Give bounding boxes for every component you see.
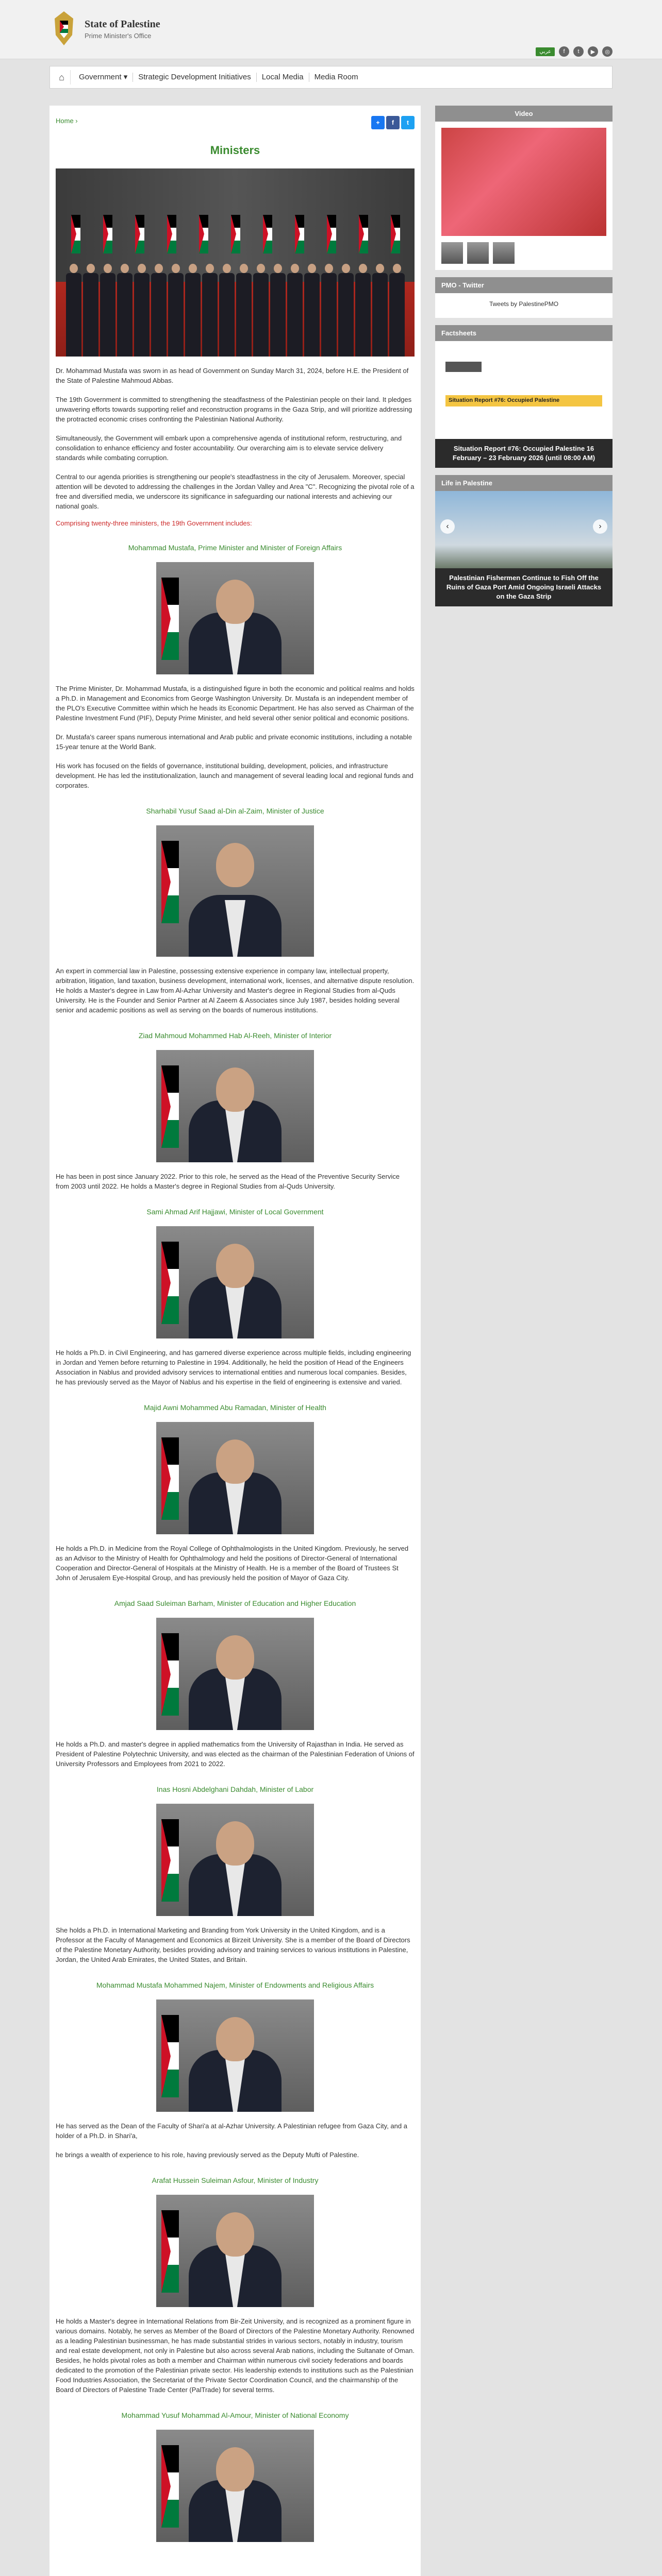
group-photo-person — [287, 264, 303, 357]
sidebar — [435, 106, 613, 614]
minister-name: Majid Awni Mohammed Abu Ramadan, Minister of Health — [144, 1403, 326, 1412]
palestine-flag-icon — [161, 1242, 179, 1324]
group-photo-person — [338, 264, 354, 357]
nav-item-strategic-development[interactable]: Strategic Development Initiatives — [133, 73, 256, 82]
minister-bio-paragraph: he brings a wealth of experience to his role, having previously served as the Deputy Mufti of Palestine. — [56, 2151, 359, 2159]
share-plus-icon[interactable]: + — [371, 116, 385, 129]
palestine-flag-icon — [161, 841, 179, 923]
factsheets-widget — [435, 325, 613, 468]
minister-portrait — [156, 1050, 314, 1162]
palestine-flag-icon — [161, 2210, 179, 2293]
life-slide-caption[interactable]: Palestinian Fishermen Continue to Fish Off the Ruins of Gaza Port Amid Ongoing Israeli Attacks on the Gaza Strip — [435, 568, 613, 606]
main-content — [49, 106, 421, 2576]
group-photo-person — [168, 264, 184, 357]
video-player[interactable] — [441, 128, 606, 236]
group-photo-person — [355, 264, 371, 357]
minister-portrait — [156, 825, 314, 957]
video-thumbnail[interactable] — [467, 242, 489, 264]
minister-name: Inas Hosni Abdelghani Dahdah, Minister of Labor — [156, 1785, 314, 1793]
minister-bio-paragraph: His work has focused on the fields of governance, institutional building, development, policies, and infrastructure development. He has led the institutionalization, launch and management of several leading local and regional funds and corporates. — [56, 762, 413, 789]
minister-portrait — [156, 1999, 314, 2112]
site-header — [0, 0, 662, 59]
factsheets-widget-title: Factsheets — [435, 325, 613, 341]
video-thumbnail[interactable] — [493, 242, 515, 264]
minister-name: Sami Ahmad Arif Hajjawi, Minister of Local Government — [146, 1208, 324, 1216]
minister-bio-paragraph: He has served as the Dean of the Faculty of Shari'a at al-Azhar University. A Palestinian refugee from Gaza City, and a holder of a Ph.D. in Shari'a, — [56, 2122, 407, 2140]
nav-item-government[interactable]: Government ▾ — [74, 73, 133, 82]
home-icon[interactable]: ⌂ — [53, 70, 71, 84]
minister-bio-paragraph: He holds a Ph.D. in Civil Engineering, and has garnered diverse experience across multiple fields, including engineering in Jordan and Yemen before returning to Palestine in 1994. Additionally, he held the position of Head of the Engineers Association in Nablus and provided advisory services to international entities and numerous local companies. Besides, he has previously served as the Mayor of Nablus and his expertise in the field of engineering is extensive and varied. — [56, 1349, 411, 1386]
slider-prev-icon[interactable]: ‹ — [440, 519, 455, 534]
minister-bio-paragraph: The Prime Minister, Dr. Mohammad Mustafa, is a distinguished figure in both the economic and political realms and holds a Ph.D. in Management and Economics from George Washington University. Dr. Mustafa is an independent member of the PLO's Executive Committee within which he heads its Economic Department. He has also served as Chairman of the Palestine Investment Fund (PIF), Deputy Prime Minister, and held several other senior political and economic positions. — [56, 685, 415, 722]
video-widget-title: Video — [435, 106, 613, 122]
minister-section — [56, 1981, 415, 2160]
intro-paragraph: Simultaneously, the Government will embark upon a comprehensive agenda of institutional reform, restructuring, and consolidation to enhance efficiency and foster accountability. Our overarching aim is to elevate service delivery standards while combating corruption. — [56, 434, 402, 462]
minister-section — [56, 807, 415, 1015]
minister-bio-paragraph: He holds a Ph.D. and master's degree in applied mathematics from the University of Rajasthan in India. He served as President of Palestine Polytechnic University, and was elected as the chairman of the Palestinian Federation of Unions of University Professors and Employees from 2021 to 2022. — [56, 1740, 415, 1768]
youtube-icon[interactable]: ▶ — [588, 46, 598, 57]
palestine-flag-icon — [161, 1633, 179, 1716]
palestine-flag-icon — [161, 1819, 179, 1902]
twitter-feed-link[interactable]: Tweets by PalestinePMO — [489, 300, 559, 308]
group-photo-person — [151, 264, 167, 357]
group-photo-person — [185, 264, 201, 357]
palestine-flag-icon — [161, 2445, 179, 2528]
page-title: Ministers — [210, 144, 260, 157]
minister-name: Ziad Mahmoud Mohammed Hab Al-Reeh, Minister of Interior — [138, 1031, 332, 1040]
share-twitter-icon[interactable]: t — [401, 116, 415, 129]
minister-portrait — [156, 1804, 314, 1916]
minister-portrait — [156, 2430, 314, 2542]
intro-paragraph: Central to our agenda priorities is strengthening our people's steadfastness in the city of Jerusalem. Moreover, special attention will be devoted to addressing the challenges in the Jordan Valley and Area "C". Recognizing the pivotal role of a free and diversified media, we underscore its significance in safeguarding our national interests and achieving our national goals. — [56, 473, 415, 510]
minister-section — [56, 1785, 415, 1964]
breadcrumb: Home › — [56, 117, 78, 125]
palestine-flag-icon — [359, 215, 368, 253]
intro-paragraph: The 19th Government is committed to strengthening the steadfastness of the Palestinian people on their land. It pledges unwavering efforts towards supporting relief and reconstruction programs in the Gaza Strip, and will prioritize addressing the protracted economic crises confronting the Palestinian National Authority. — [56, 396, 412, 423]
minister-bio-paragraph: He holds a Master's degree in International Relations from Bir-Zeit University, and is recognized as a prominent figure in various domains. Notably, he serves as Member of the Board of Directors of the Palestine Monetary Authority. Renowned as a leading Palestinian businessman, he has made substantial strides in various sectors, notably in industry, tourism and real estate development, not only in Palestine but also across several Arab nations, including the Sultanate of Oman. Besides, he holds pivotal roles as both a member and Chairman within numerous civil society federations and boards dedicated to the promotion of the Palestinian private sector. His leadership extends to institutions such as the Palestinian Food Industries Association, the Secretariat of the Private Sector Coordination Council, and the chairmanship of the Board of Directors of Palestine Trade Center (PalTrade) for several terms. — [56, 2317, 415, 2394]
intro-text — [56, 366, 415, 511]
breadcrumb-home-link[interactable]: Home — [56, 117, 74, 125]
factsheet-image[interactable] — [435, 341, 613, 439]
palestine-flag-icon — [167, 215, 176, 253]
video-thumbnail[interactable] — [441, 242, 463, 264]
government-group-photo — [56, 168, 415, 357]
palestine-flag-icon — [231, 215, 240, 253]
nav-item-local-media[interactable]: Local Media — [257, 73, 309, 82]
share-buttons — [371, 116, 415, 129]
minister-section — [56, 544, 415, 790]
twitter-widget-title: PMO - Twitter — [435, 277, 613, 293]
instagram-icon[interactable]: ◎ — [602, 46, 613, 57]
group-photo-person — [270, 264, 286, 357]
minister-bio-paragraph: She holds a Ph.D. in International Marketing and Branding from York University in the United Kingdom, and is a Professor at the Faculty of Management and Economics at Birzeit University. She is a member of the Board of Directors of the Palestine Monetary Authority, besides providing advisory and training services to various institutions in Palestine, Jordan, the United Arab Emirates, the United States, and Britain. — [56, 1926, 410, 1963]
minister-section — [56, 1403, 415, 1583]
palestine-flag-icon — [263, 215, 272, 253]
minister-section — [56, 2411, 415, 2542]
video-widget — [435, 106, 613, 270]
palestine-flag-icon — [161, 1065, 179, 1148]
facebook-icon[interactable]: f — [559, 46, 569, 57]
minister-bio-paragraph: Dr. Mustafa's career spans numerous international and Arab public and private economic institutions, including a notable 15-year tenure at the World Bank. — [56, 733, 412, 751]
minister-name: Mohammad Mustafa Mohammed Najem, Minister of Endowments and Religious Affairs — [96, 1981, 374, 1989]
ministers-list — [56, 544, 415, 2542]
palestine-flag-icon — [135, 215, 144, 253]
life-slide-image[interactable] — [435, 491, 613, 568]
group-photo-person — [219, 264, 235, 357]
palestine-flag-icon — [199, 215, 208, 253]
palestine-flag-icon — [161, 578, 179, 660]
twitter-widget — [435, 277, 613, 318]
minister-portrait — [156, 1618, 314, 1730]
factsheet-banner-text: Situation Report #76: Occupied Palestine — [449, 397, 560, 403]
minister-bio-paragraph: An expert in commercial law in Palestine, possessing extensive experience in company law, intellectual property, arbitration, litigation, land taxation, business development, international work, licenses, and alternative dispute resolution. He holds a Master's degree in Law from Al-Azhar University and Master's degree in Regional Studies from al-Quds University. He is the Founder and Senior Partner at Al Zaeem & Associates since July 1987, besides holding several senior and academic positions as well as serving on the boards of numerous institutions. — [56, 967, 415, 1014]
life-in-palestine-widget — [435, 475, 613, 606]
group-photo-person — [100, 264, 115, 357]
group-photo-person — [304, 264, 320, 357]
group-photo-person — [253, 264, 269, 357]
minister-name: Amjad Saad Suleiman Barham, Minister of Education and Higher Education — [114, 1599, 356, 1607]
header-icons — [536, 46, 613, 57]
factsheet-caption[interactable]: Situation Report #76: Occupied Palestine 16 February – 23 February 2026 (until 08:00 AM) — [435, 439, 613, 468]
group-photo-person — [389, 264, 405, 357]
minister-bio-paragraph: He holds a Ph.D. in Medicine from the Royal College of Ophthalmologists in the United Kingdom. Previously, he served as an Advisor to the Ministry of Health for Ophthalmology and held the positions of Director-General of International Cooperation and Director-General of Hospitals at the Ministry of Health. He is a member of the Board of Trustees St John of Jerusalem Eye-Hospital Group, and has previously held the position of Mayor of Gaza City. — [56, 1545, 409, 1582]
group-photo-person — [372, 264, 388, 357]
minister-portrait — [156, 2195, 314, 2307]
palestine-flag-icon — [161, 2015, 179, 2097]
palestine-flag-icon — [103, 215, 112, 253]
palestine-flag-icon — [71, 215, 80, 253]
group-photo-person — [236, 264, 252, 357]
minister-section — [56, 1599, 415, 1769]
twitter-icon[interactable]: t — [573, 46, 584, 57]
video-thumbnails — [435, 242, 613, 270]
site-title[interactable]: State of Palestine — [85, 19, 160, 30]
share-facebook-icon[interactable]: f — [386, 116, 400, 129]
slider-next-icon[interactable]: › — [593, 519, 607, 534]
minister-section — [56, 1031, 415, 1191]
minister-name: Sharhabil Yusuf Saad al-Din al-Zaim, Minister of Justice — [146, 807, 324, 815]
minister-section — [56, 2176, 415, 2395]
minister-name: Mohammad Yusuf Mohammad Al-Amour, Minister of National Economy — [121, 2411, 349, 2419]
minister-portrait — [156, 1226, 314, 1338]
minister-portrait — [156, 562, 314, 674]
minister-bio-paragraph: He has been in post since January 2022. Prior to this role, he served as the Head of the Preventive Security Service from 2003 until 2022. He holds a Master's degree in Regional Studies from al-Quds University. — [56, 1173, 400, 1190]
group-photo-person — [117, 264, 133, 357]
group-photo-person — [66, 264, 81, 357]
ministers-intro-highlight: Comprising twenty-three ministers, the 19th Government includes: — [56, 519, 252, 527]
palestine-flag-icon — [327, 215, 336, 253]
minister-portrait — [156, 1422, 314, 1534]
minister-name: Arafat Hussein Suleiman Asfour, Minister of Industry — [152, 2176, 319, 2184]
group-photo-person — [321, 264, 337, 357]
intro-paragraph: Dr. Mohammad Mustafa was sworn in as head of Government on Sunday March 31, 2024, before H.E. the President of the State of Palestine Mahmoud Abbas. — [56, 367, 409, 384]
group-photo-person — [202, 264, 218, 357]
main-navigation — [49, 66, 613, 89]
language-switch-button[interactable]: عربي — [536, 47, 555, 56]
nav-item-media-room[interactable]: Media Room — [314, 73, 358, 81]
life-widget-title: Life in Palestine — [435, 475, 613, 491]
factsheet-cover-icon — [435, 341, 613, 439]
group-photo-person — [83, 264, 98, 357]
palestine-emblem-icon[interactable] — [49, 9, 78, 48]
palestine-flag-icon — [391, 215, 400, 253]
site-subtitle: Prime Minister's Office — [85, 32, 152, 40]
palestine-flag-icon — [161, 1437, 179, 1520]
palestine-flag-icon — [295, 215, 304, 253]
group-photo-person — [134, 264, 150, 357]
minister-section — [56, 1208, 415, 1387]
minister-name: Mohammad Mustafa, Prime Minister and Minister of Foreign Affairs — [128, 544, 342, 552]
